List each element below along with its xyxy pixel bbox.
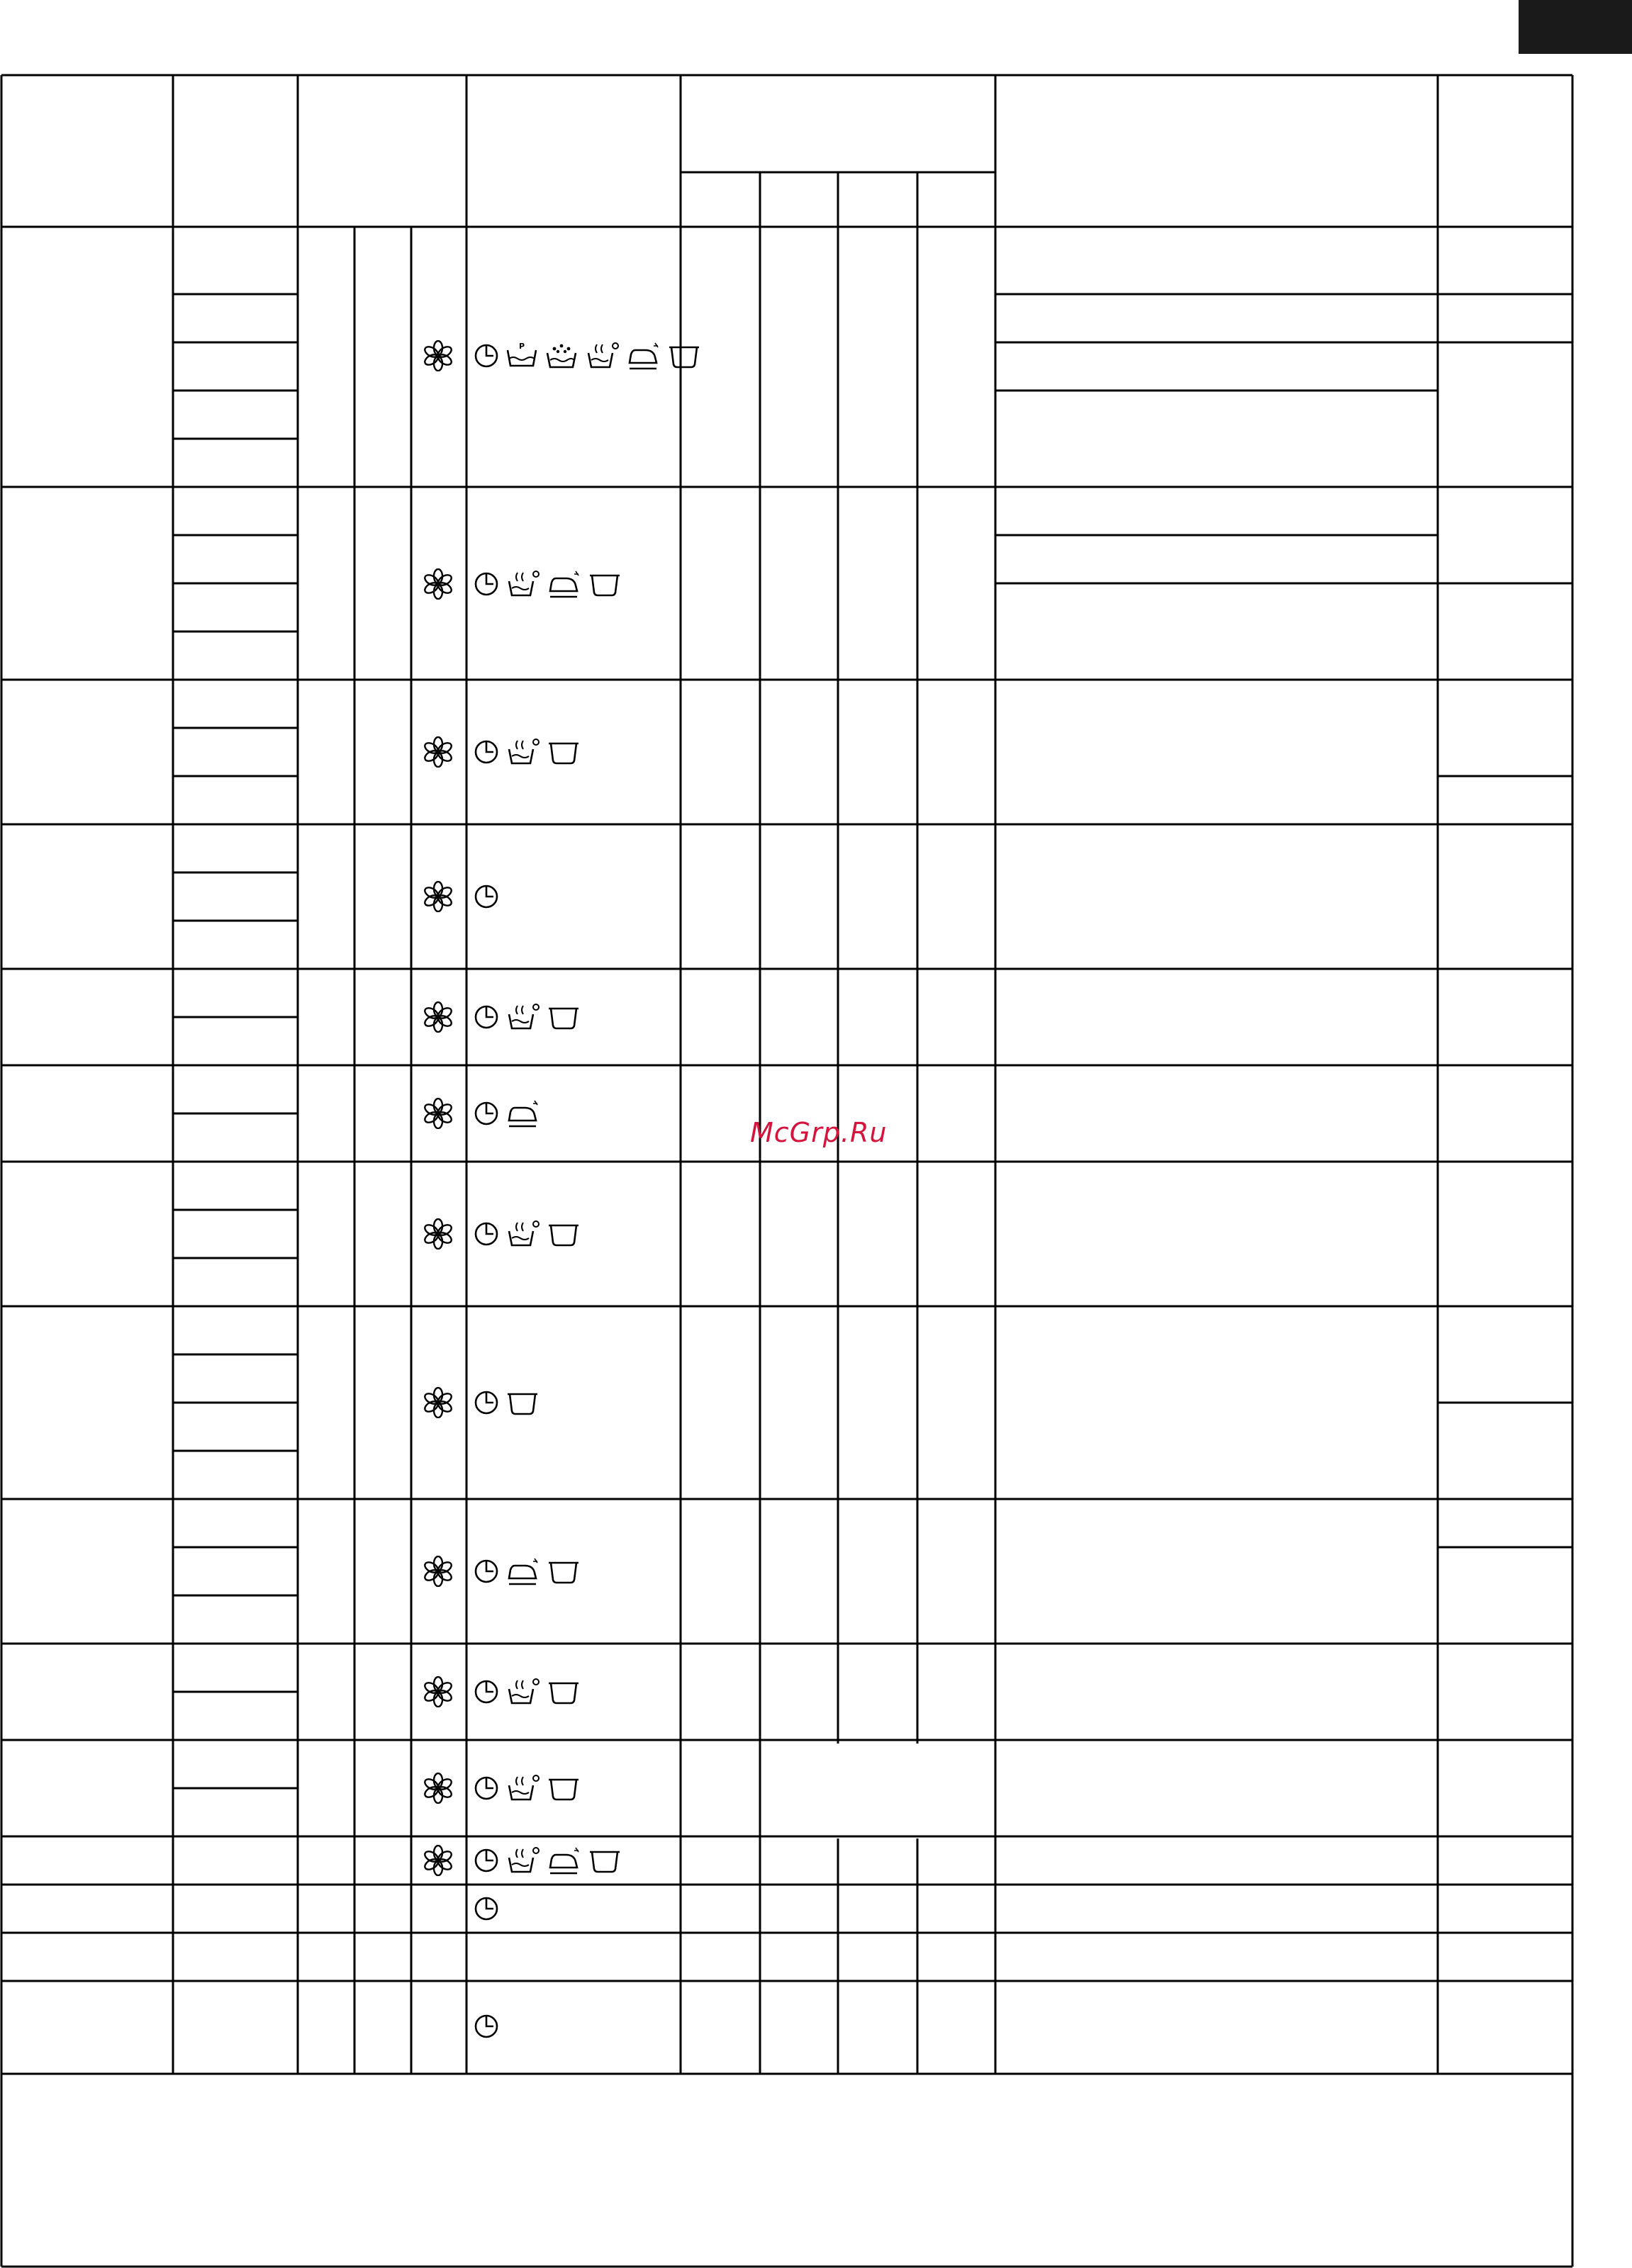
fan-icon [423, 1001, 454, 1033]
tub-icon [505, 1387, 540, 1418]
option-symbol-group [474, 339, 702, 373]
fan-icon [423, 1556, 454, 1587]
timer-icon [474, 1556, 499, 1587]
iron-icon [505, 1556, 540, 1587]
dry-icon [584, 340, 620, 371]
timer-icon [474, 1387, 499, 1418]
option-symbol-group [474, 1000, 581, 1034]
tub-icon [546, 1001, 581, 1033]
iron-icon [505, 1098, 540, 1129]
fan-icon [423, 1773, 454, 1804]
tub-icon [587, 1845, 622, 1876]
timer-icon [474, 568, 499, 600]
option-symbol-group [474, 1892, 499, 1926]
timer-icon [474, 340, 499, 371]
timer-icon [474, 1773, 499, 1804]
fan-icon [423, 881, 454, 912]
dry-icon [505, 1001, 540, 1033]
timer-icon [474, 2011, 499, 2042]
fan-icon [423, 1098, 454, 1129]
timer-icon [474, 1676, 499, 1707]
tub-icon [546, 736, 581, 768]
timer-icon [474, 736, 499, 768]
dry-icon [505, 1845, 540, 1876]
option-symbol-group [474, 735, 581, 769]
tub-icon [546, 1676, 581, 1707]
dry-icon [505, 1773, 540, 1804]
iron-icon [546, 568, 581, 600]
timer-icon [474, 1845, 499, 1876]
tub-icon [666, 340, 702, 371]
timer-icon [474, 1218, 499, 1250]
timer-icon [474, 881, 499, 912]
iron-icon [546, 1845, 581, 1876]
option-symbol-group [474, 1675, 581, 1709]
option-symbol-group [474, 1554, 581, 1588]
tub-icon [546, 1556, 581, 1587]
option-symbol-group [474, 880, 499, 914]
timer-icon [474, 1893, 499, 1924]
tub-icon [587, 568, 622, 600]
tub-icon [546, 1218, 581, 1250]
option-symbol-group [474, 1386, 540, 1420]
steam-icon [544, 340, 579, 371]
option-symbol-group [474, 1096, 540, 1130]
option-symbol-group [474, 1771, 581, 1805]
option-symbol-group [474, 1217, 581, 1251]
fan-icon [423, 1676, 454, 1707]
svg-text:P: P [518, 342, 525, 351]
option-symbol-group [474, 567, 622, 601]
dry-icon [505, 1218, 540, 1250]
timer-icon [474, 1098, 499, 1129]
fan-icon [423, 568, 454, 600]
fan-icon [423, 1387, 454, 1418]
dry-icon [505, 736, 540, 768]
wash-p-icon [505, 340, 539, 371]
dry-icon [505, 568, 540, 600]
fan-icon [423, 1845, 454, 1876]
watermark: McGrp.Ru [750, 1117, 888, 1148]
fan-icon [423, 736, 454, 768]
iron-icon [625, 340, 661, 371]
fan-icon [423, 1218, 454, 1250]
option-symbol-group [474, 1843, 622, 1877]
timer-icon [474, 1001, 499, 1033]
tub-icon [546, 1773, 581, 1804]
dry-icon [505, 1676, 540, 1707]
option-symbol-group [474, 2009, 499, 2043]
fan-icon [423, 340, 454, 371]
